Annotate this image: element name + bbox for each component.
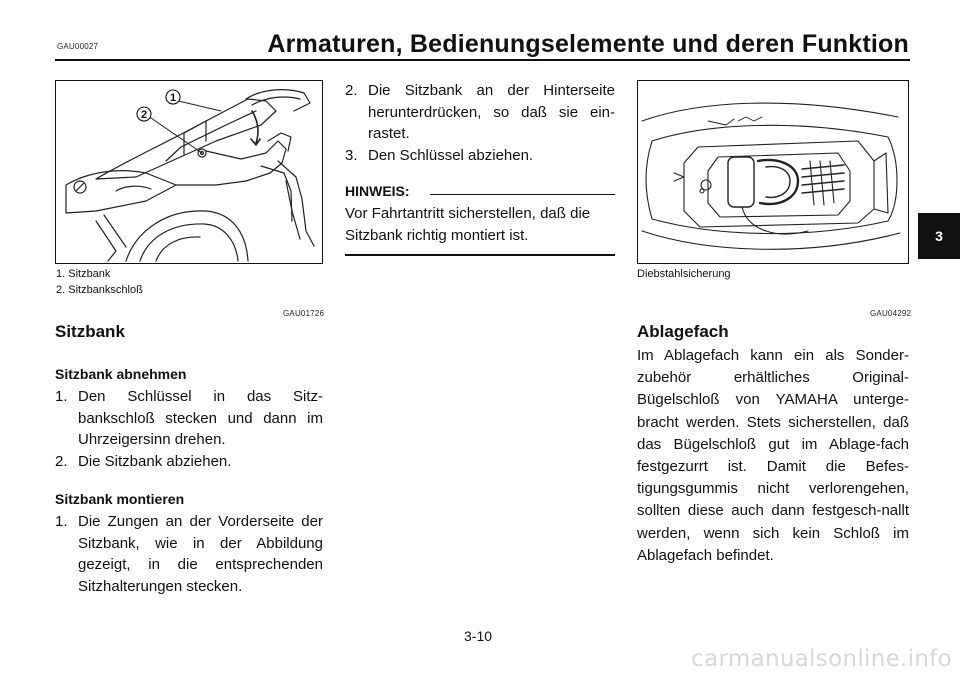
page-number: 3-10 [464, 628, 493, 644]
step-text: Die Sitzbank an der Hinterseite herunterdrücken, so daß sie ein-rastet. [368, 82, 615, 142]
section-title-ablagefach: Ablagefach [637, 322, 729, 341]
callout-2 [137, 107, 151, 121]
step-text: Den Schlüssel in das Sitz-bankschloß stecken und dann im Uhrzeigersinn drehen. [78, 388, 323, 448]
callout-1-label: 1 [169, 92, 177, 104]
step-text: Die Sitzbank abziehen. [78, 452, 232, 470]
storage-lock-figure [637, 80, 909, 264]
ablagefach-text: Im Ablagefach kann ein als Sonder-zubehör erhältliches Original-Bügelschloß von YAMAHA unterge-bracht werden. Stets sicherstellen, daß das Bügelschloß gut im Ablage-fach festgezurrt ist. Damit die Befes-tigungsgummis nicht verlorengehen, sollten diese auch dann festgesch-nallt werden, wenn sich kein Schloß im Ablagefach befindet. [637, 347, 909, 564]
sitzbank-doc-code: GAU01726 [283, 309, 325, 318]
subsection-title-remove: Sitzbank abnehmen [55, 366, 187, 382]
step-text: Die Zungen an der Vorderseite der Sitzbank, wie in der Abbildung gezeigt, in die entsprechenden Sitzhalterungen stecken. [78, 513, 323, 595]
step-number: 1. [55, 388, 68, 405]
u-lock-shackle [758, 160, 798, 204]
section-title-sitzbank: Sitzbank [55, 322, 125, 341]
ablagefach-doc-code: GAU04292 [870, 309, 912, 318]
storage-tray [684, 141, 874, 227]
step-text: Den Schlüssel abziehen. [368, 146, 534, 164]
page-title: Armaturen, Bedienungselemente und deren Funktion [267, 30, 909, 58]
step-number: 2. [345, 82, 358, 99]
callout-1 [166, 90, 180, 104]
remove-step-2 [55, 451, 323, 473]
install-step-1 [55, 511, 323, 597]
chapter-tab: 3 [918, 213, 960, 259]
note-bottom-rule [345, 254, 615, 256]
step-number: 3. [345, 146, 358, 164]
note-text: Vor Fahrtantritt sicherstellen, daß die Sitzbank richtig montiert ist. [345, 205, 591, 244]
header-rule [55, 59, 910, 61]
sitzbank-install-continued [345, 80, 615, 166]
figure1-caption-2: 2. Sitzbankschloß [56, 284, 143, 296]
step-number: 1. [55, 513, 68, 530]
note-box [345, 183, 615, 256]
install-step-3 [345, 145, 615, 167]
figure1-caption-1: 1. Sitzbank [56, 268, 111, 280]
sitzbank-install-section [55, 491, 323, 597]
figure2-caption: Diebstahlsicherung [637, 268, 731, 280]
watermark: carmanualsonline.info [691, 646, 952, 672]
header-doc-code: GAU00027 [57, 42, 99, 51]
install-step-2 [345, 80, 615, 145]
seat-lock-illustration [56, 81, 321, 262]
u-lock-body [728, 157, 754, 207]
note-top-rule [430, 194, 615, 196]
seat-lock-figure [55, 80, 323, 264]
storage-compartment-illustration [638, 81, 907, 262]
sitzbank-remove-section [55, 366, 323, 472]
remove-step-1 [55, 386, 323, 451]
step-number: 2. [55, 452, 68, 470]
subsection-title-install: Sitzbank montieren [55, 491, 185, 507]
note-label: HINWEIS: [345, 183, 410, 199]
seat-outline [96, 99, 276, 179]
callout-2-label: 2 [140, 109, 148, 121]
